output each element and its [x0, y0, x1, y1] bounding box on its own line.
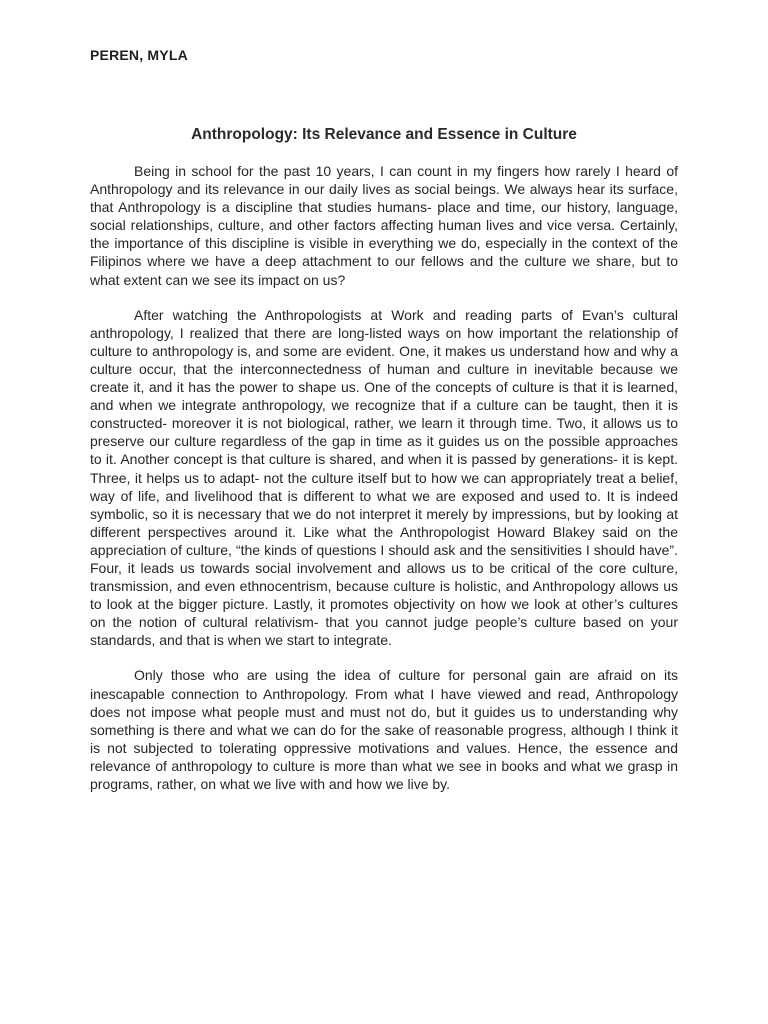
document-title: Anthropology: Its Relevance and Essence in Culture: [191, 126, 577, 143]
paragraph-intro: Being in school for the past 10 years, I can count in my fingers how rarely I heard of Anthropology and its relevance in our daily lives as social beings. We always hear its surface, that Anthropology is a discipline that studies humans- place and time, our history, language, social relationships, culture, and other factors affecting human lives and vice versa. Certainly, the importance of this discipline is visible in everything we do, especially in the context of the Filipinos where we have a deep attachment to our fellows and the culture we share, but to what extent can we see its impact on us?: [90, 163, 678, 288]
paragraph-main: After watching the Anthropologists at Work and reading parts of Evan’s cultural anthropology, I realized that there are long-listed ways on how important the relationship of culture to anthropology is, and some are evident. One, it makes us understand how and why a culture occur, that the interconnectedness of human and culture in inevitable because we create it, and it has the power to shape us. One of the concepts of culture is that it is learned, and when we integrate anthropology, we recognize that if a culture can be taught, then it is constructed- moreover it is not biological, rather, we learn it through time. Two, it allows us to preserve our culture regardless of the gap in time as it guides us on the possible approaches to it. Another concept is that culture is shared, and when it is passed by generations- it is kept. Three, it helps us to adapt- not the culture itself but to how we can appropriately treat a belief, way of life, and livelihood that is different to what we are exposed and used to. It is indeed symbolic, so it is necessary that we do not interpret it merely by impressions, but by looking at different perspectives around it. Like what the Anthropologist Howard Blakey said on the appreciation of culture, “the kinds of questions I should ask and the sensitivities I should have”. Four, it leads us towards social involvement and allows us to be critical of the core culture, transmission, and even ethnocentrism, because culture is holistic, and Anthropology allows us to look at the bigger picture. Lastly, it promotes objectivity on how we look at other’s cultures on the notion of cultural relativism- that you cannot judge people’s culture based on your standards, and that is when we start to integrate.: [90, 306, 678, 649]
paragraph-conclusion: Only those who are using the idea of culture for personal gain are afraid on its inescapable connection to Anthropology. From what I have viewed and read, Anthropology does not impose what people must and must not do, but it guides us to understanding why something is there and what we can do for the sake of reasonable progress, although I think it is not subjected to tolerating oppressive motivations and values. Hence, the essence and relevance of anthropology to culture is more than what we see in books and what we grasp in programs, rather, on what we live with and how we live by.: [90, 667, 678, 792]
document-body: [90, 162, 678, 810]
author-name: PEREN, MYLA: [90, 47, 188, 63]
